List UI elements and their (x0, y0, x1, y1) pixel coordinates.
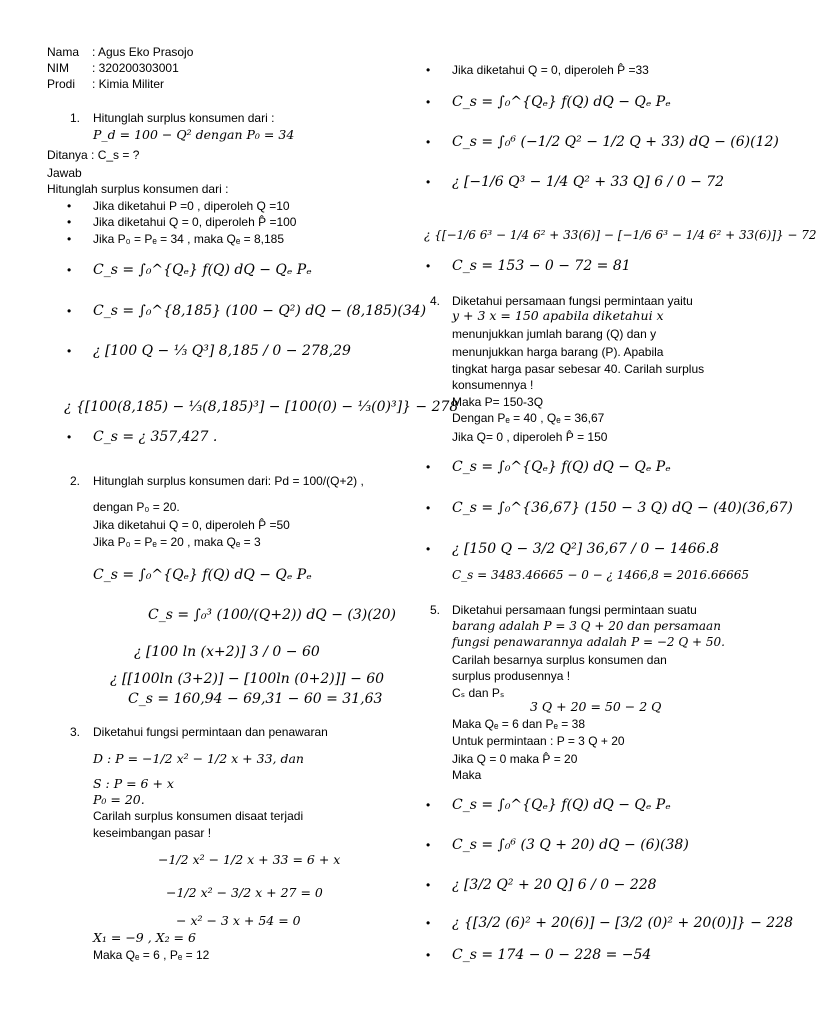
prodi-value: : Kimia Militer (92, 77, 165, 91)
problem-3-roots: X₁ = −9 , X₂ = 6 (93, 930, 196, 945)
problem-3-formula: ¿ {[−1/6 6³ − 1/4 6² + 33(6)] − [−1/6 6³ − 1/4 6² + 33(6)]} − 72 (424, 228, 817, 242)
problem-5-formula: • ¿ [3/2 Q² + 20 Q] 6 / 0 − 228 (452, 876, 657, 894)
problem-2-formula: C_s = ∫₀^{Qₑ} f(Q) dQ − Qₑ Pₑ (93, 567, 312, 583)
problem-2-formula: C_s = ∫₀³ (100/(Q+2)) dQ − (3)(20) (148, 607, 396, 623)
problem-number-2: 2. (70, 474, 81, 488)
problem-2-formula: ¿ [[100ln (3+2)] − [100ln (0+2)]] − 60 (110, 671, 385, 687)
problem-5-step: Jika Q = 0 maka P̂ = 20 (452, 752, 578, 766)
problem-5-step: Cₛ dan Pₛ (452, 686, 505, 700)
problem-5-step: Untuk permintaan : P = 3 Q + 20 (452, 734, 625, 748)
nim-label: NIM (47, 61, 69, 75)
problem-4-formula: • C_s = ∫₀^{Qₑ} f(Q) dQ − Qₑ Pₑ (452, 458, 671, 476)
problem-5-text: Carilah besarnya surplus konsumen dan (452, 653, 667, 667)
problem-4-result: C_s = 3483.46665 − 0 − ¿ 1466,8 = 2016.66665 (452, 568, 749, 582)
problem-4-step: Jika Q= 0 , diperoleh P̂ = 150 (452, 430, 608, 444)
name-label: Nama (47, 45, 80, 59)
problem-4-step: Dengan Pₑ = 40 , Qₑ = 36,67 (452, 411, 605, 425)
problem-4-text: y + 3 x = 150 apabila diketahui x (452, 308, 664, 323)
problem-1-formula: ¿ {[100(8,185) − ⅓(8,185)³] − [100(0) − ⅓(0)³]} − 278 (64, 399, 459, 415)
problem-5-result: • C_s = 174 − 0 − 228 = −54 (452, 946, 651, 964)
problem-2-result: C_s = 160,94 − 69,31 − 60 = 31,63 (128, 691, 383, 707)
problem-3-question: keseimbangan pasar ! (93, 826, 212, 840)
problem-5-equation: 3 Q + 20 = 50 − 2 Q (530, 699, 662, 714)
problem-4-title: Diketahui persamaan fungsi permintaan yaitu (452, 294, 693, 308)
problem-3-result: • C_s = 153 − 0 − 72 = 81 (452, 257, 631, 275)
problem-5-formula: • ¿ {[3/2 (6)² + 20(6)] − [3/2 (0)² + 20(0)]} − 228 (452, 914, 793, 932)
problem-1-step: • Jika P₀ = Pₑ = 34 , maka Qₑ = 8,185 (93, 232, 284, 246)
problem-2-formula: ¿ [100 ln (x+2)] 3 / 0 − 60 (134, 644, 320, 660)
problem-3-question: Carilah surplus konsumen disaat terjadi (93, 809, 304, 823)
problem-2-step: Jika diketahui Q = 0, diperoleh P̂ =50 (93, 518, 290, 532)
problem-3-equilibrium: Maka Qₑ = 6 , Pₑ = 12 (93, 948, 210, 962)
problem-4-step: Maka P= 150-3Q (452, 395, 544, 409)
problem-3-equation: − x² − 3 x + 54 = 0 (176, 913, 301, 928)
problem-5-text: fungsi penawarannya adalah P = −2 Q + 50. (452, 635, 725, 649)
problem-3-step: • Jika diketahui Q = 0, diperoleh P̂ =33 (452, 63, 649, 77)
problem-1-title: Hitunglah surplus konsumen dari : (93, 111, 275, 125)
problem-1-formula: • C_s = ∫₀^{8,185} (100 − Q²) dQ − (8,185)(34) (93, 302, 426, 320)
problem-3-demand: D : P = −1/2 x² − 1/2 x + 33, dan (93, 751, 304, 766)
problem-1-question: Ditanya : C_s = ? (47, 148, 140, 162)
problem-2-step: Jika P₀ = Pₑ = 20 , maka Qₑ = 3 (93, 535, 261, 549)
problem-3-formula: • C_s = ∫₀⁶ (−1/2 Q² − 1/2 Q + 33) dQ − (6)(12) (452, 133, 779, 151)
problem-4-text: konsumennya ! (452, 378, 534, 392)
problem-4-formula: • ¿ [150 Q − 3/2 Q²] 36,67 / 0 − 1466.8 (452, 540, 719, 558)
problem-3-formula: • C_s = ∫₀^{Qₑ} f(Q) dQ − Qₑ Pₑ (452, 93, 671, 111)
problem-1-step: • Jika diketahui Q = 0, diperoleh P̂ =100 (93, 215, 296, 229)
problem-5-formula: • C_s = ∫₀⁶ (3 Q + 20) dQ − (6)(38) (452, 836, 689, 854)
problem-1-result: • C_s = ¿ 357,427 . (93, 428, 217, 446)
nim-value: : 320200303001 (92, 61, 179, 75)
problem-5-step: Maka Qₑ = 6 dan Pₑ = 38 (452, 717, 585, 731)
problem-number-5: 5. (430, 603, 441, 617)
problem-5-title: Diketahui persamaan fungsi permintaan suatu (452, 603, 697, 617)
name-value: : Agus Eko Prasojo (92, 45, 194, 59)
problem-5-step: Maka (452, 768, 482, 782)
problem-3-supply: S : P = 6 + x (93, 776, 174, 791)
problem-3-title: Diketahui fungsi permintaan dan penawaran (93, 725, 328, 739)
answer-label: Jawab (47, 166, 82, 180)
problem-number-3: 3. (70, 725, 81, 739)
problem-2-title: Hitunglah surplus konsumen dari: Pd = 100/(Q+2) , (93, 474, 364, 488)
problem-4-text: menunjukkan jumlah barang (Q) dan y (452, 327, 657, 341)
problem-1-step: • Jika diketahui P =0 , diperoleh Q =10 (93, 199, 290, 213)
problem-1-equation: P_d = 100 − Q² dengan P₀ = 34 (93, 127, 295, 142)
problem-4-formula: • C_s = ∫₀^{36,67} (150 − 3 Q) dQ − (40)(36,67) (452, 499, 793, 517)
problem-5-text: surplus produsennya ! (452, 669, 571, 683)
problem-3-equation: −1/2 x² − 1/2 x + 33 = 6 + x (158, 852, 341, 867)
problem-4-text: tingkat harga pasar sebesar 40. Carilah surplus (452, 362, 705, 376)
problem-2-given: dengan P₀ = 20. (93, 500, 180, 514)
problem-1-formula: • C_s = ∫₀^{Qₑ} f(Q) dQ − Qₑ Pₑ (93, 261, 312, 279)
problem-5-formula: • C_s = ∫₀^{Qₑ} f(Q) dQ − Qₑ Pₑ (452, 796, 671, 814)
problem-4-text: menunjukkan harga barang (P). Apabila (452, 345, 664, 359)
problem-number-4: 4. (430, 294, 441, 308)
problem-3-price: P₀ = 20. (93, 792, 145, 807)
prodi-label: Prodi (47, 77, 76, 91)
problem-1-restate: Hitunglah surplus konsumen dari : (47, 182, 229, 196)
problem-3-formula: • ¿ [−1/6 Q³ − 1/4 Q² + 33 Q] 6 / 0 − 72 (452, 173, 724, 191)
problem-1-formula: • ¿ [100 Q − ⅓ Q³] 8,185 / 0 − 278,29 (93, 342, 351, 360)
problem-number-1: 1. (70, 111, 81, 125)
problem-3-equation: −1/2 x² − 3/2 x + 27 = 0 (166, 885, 323, 900)
problem-5-text: barang adalah P = 3 Q + 20 dan persamaan (452, 619, 721, 633)
